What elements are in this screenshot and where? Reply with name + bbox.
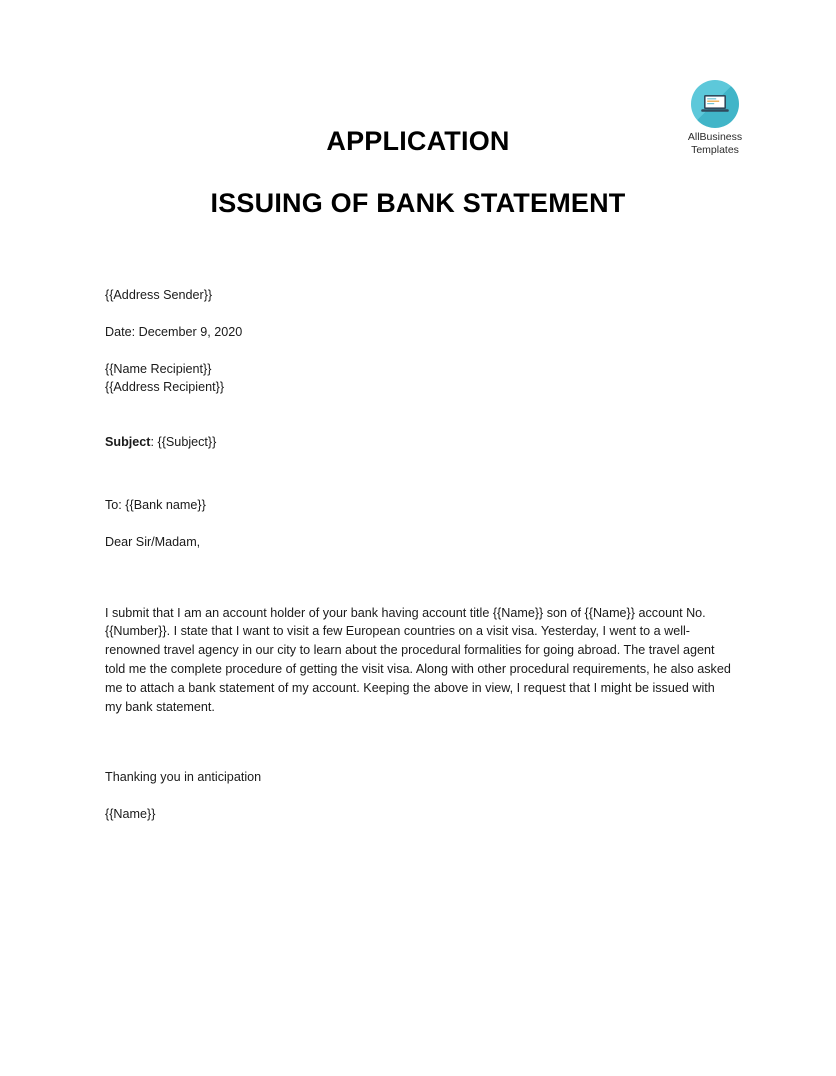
subject-value: : {{Subject}}: [150, 435, 217, 450]
date-line: Date: December 9, 2020: [105, 324, 243, 339]
address-recipient: {{Address Recipient}}: [105, 380, 225, 395]
logo-text-line-1: AllBusiness: [687, 131, 743, 143]
to-line: To: {{Bank name}}: [105, 497, 206, 512]
address-sender: {{Address Sender}}: [105, 288, 213, 302]
spacer: [105, 305, 733, 323]
spacer: [105, 452, 733, 496]
salutation: Dear Sir/Madam,: [105, 534, 201, 549]
page-title-line-1: APPLICATION: [326, 126, 510, 156]
spacer: [105, 787, 733, 805]
letter-body: [105, 286, 733, 824]
page-title-line-2: ISSUING OF BANK STATEMENT: [210, 188, 626, 218]
subject-label: Subject: [105, 435, 151, 450]
spacer: [105, 716, 733, 768]
logo-text-line-2: Templates: [691, 143, 739, 156]
spacer: [105, 397, 733, 433]
spacer: [105, 342, 733, 360]
subject-line: [105, 433, 733, 452]
closing-line: Thanking you in anticipation: [105, 770, 262, 785]
spacer: [105, 552, 733, 604]
laptop-icon: [691, 80, 739, 128]
name-recipient: {{Name Recipient}}: [105, 361, 212, 376]
body-paragraph: I submit that I am an account holder of your bank having account title {{Name}} son of {{Name}} account No. {{Number}}. I state that I want to visit a few European countries on a visit visa. Yesterday, I went to a well-renowned travel agency in our city to learn about the procedural formalities for going abroad. The travel agent told me the complete procedure of getting the visit visa. Along with other procedural requirements, he also asked me to attach a bank statement of my account. Keeping the above in view, I request that I might be issued with my bank statement.: [105, 605, 731, 714]
spacer: [105, 515, 733, 533]
signature-line: {{Name}}: [105, 807, 156, 822]
